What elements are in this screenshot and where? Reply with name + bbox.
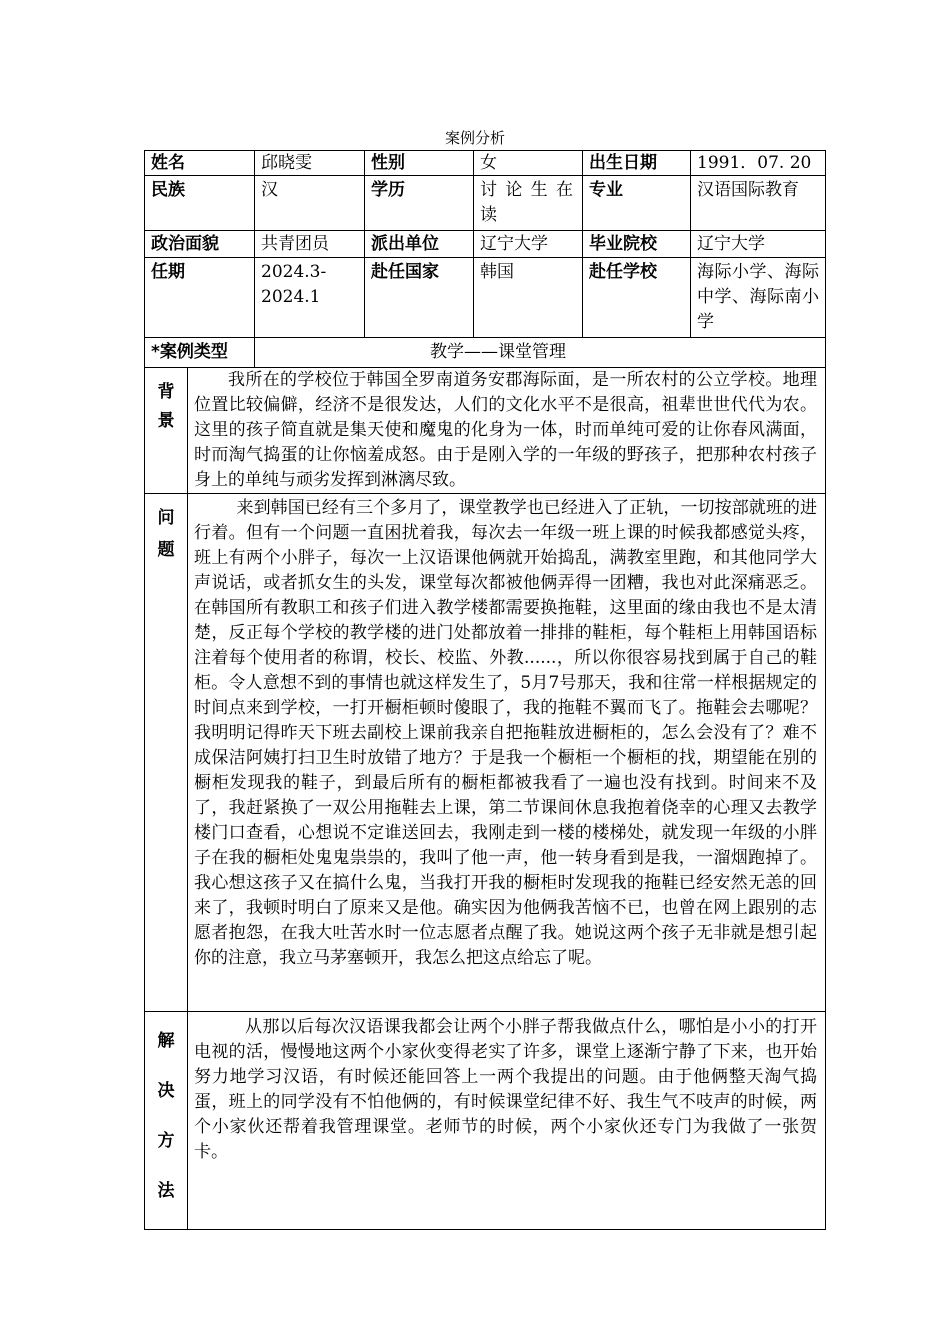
political-label: 政治面貌 <box>145 231 255 258</box>
graduate-label: 毕业院校 <box>583 231 691 258</box>
term-end: 2024.1 <box>261 287 321 307</box>
term-start: 2024.3- <box>261 262 327 282</box>
document-title: 案例分析 <box>444 129 505 147</box>
country-value: 韩国 <box>474 258 583 338</box>
term-value <box>255 258 365 338</box>
problem-label: 问 题 <box>145 494 188 1012</box>
term-label: 任期 <box>145 258 255 338</box>
row-political <box>145 231 826 258</box>
problem-text: 来到韩国已经有三个多月了，课堂教学也已经进入了正轨，一切按部就班的进行着。但有一个问题一直困扰着我，每次去一年级一班上课的时候我都感觉头疼，班上有两个小胖子，每次一上汉语课他俩就开始捣乱，满教室里跑，和其他同学大声说话，或者抓女生的头发，课堂每次都被他俩弄得一团糟，我也对此深痛恶乏。在韩国所有教职工和孩子们进入教学楼都需要换拖鞋，这里面的缘由我也不是太清楚，反正每个学校的教学楼的进门处都放着一排排的鞋柜，每个鞋柜上用韩国语标注着每个使用者的称谓，校长、校监、外教......，所以你很容易找到属于自己的鞋柜。令人意想不到的事情也就这样发生了，5月7号那天，我和往常一样根据规定的时间点来到学校，一打开橱柜顿时傻眼了，我的拖鞋不翼而飞了。拖鞋会去哪呢？我明明记得昨天下班去副校上课前我亲自把拖鞋放进橱柜的，怎么会没有了？难不成保洁阿姨打扫卫生时放错了地方？于是我一个橱柜一个橱柜的找，期望能在别的橱柜发现我的鞋子，到最后所有的橱柜都被我看了一遍也没有找到。时间来不及了，我赶紧换了一双公用拖鞋去上课，第二节课间休息我抱着侥幸的心理又去教学楼门口查看，心想说不定谁送回去，我刚走到一楼的楼梯处，就发现一年级的小胖子在我的橱柜处鬼鬼祟祟的，我叫了他一声，他一转身看到是我，一溜烟跑掉了。我心想这孩子又在搞什么鬼，当我打开我的橱柜时发现我的拖鞋已经安然无恙的回来了，我顿时明白了原来又是他。确实因为他俩我苦恼不已，也曾在网上跟别的志愿者抱怨，在我大吐苦水时一位志愿者点醒了我。她说这两个孩子无非就是想引起你的注意，我立马茅塞顿开，我怎么把这点给忘了呢。 <box>188 494 826 1012</box>
education-value: 讨论生在读 <box>474 176 583 231</box>
case-type-value: 教学——课堂管理 <box>255 338 826 368</box>
dispatch-label: 派出单位 <box>365 231 474 258</box>
ethnicity-label: 民族 <box>145 176 255 231</box>
gender-value: 女 <box>474 151 583 176</box>
row-name <box>145 151 826 176</box>
political-value: 共青团员 <box>255 231 365 258</box>
row-problem <box>145 494 826 1012</box>
ethnicity-value: 汉 <box>255 176 365 231</box>
country-label: 赴任国家 <box>365 258 474 338</box>
row-case-type <box>145 338 826 368</box>
major-label: 专业 <box>583 176 691 231</box>
row-ethnicity <box>145 176 826 231</box>
name-value: 邱晓雯 <box>255 151 365 176</box>
background-label: 背 景 <box>145 368 188 494</box>
major-value: 汉语国际教育 <box>691 176 826 231</box>
row-term <box>145 258 826 338</box>
birth-value: 1991．07. 20 <box>691 151 826 176</box>
row-solution <box>145 1012 826 1230</box>
solution-text: 从那以后每次汉语课我都会让两个小胖子帮我做点什么，哪怕是小小的打开电视的活，慢慢地这两个小家伙变得老实了许多，课堂上逐渐宁静了下来，也开始努力地学习汉语，有时候还能回答上一两个我提出的问题。由于他俩整天淘气捣蛋，班上的同学没有不怕他俩的，有时候课堂纪律不好、我生气不吱声的时候，两个小家伙还帮着我管理课堂。老师节的时候，两个小家伙还专门为我做了一张贺卡。 <box>188 1012 826 1230</box>
education-label: 学历 <box>365 176 474 231</box>
case-table <box>144 150 826 1230</box>
row-background <box>145 368 826 494</box>
case-type-label: *案例类型 <box>145 338 255 368</box>
school-label: 赴任学校 <box>583 258 691 338</box>
gender-label: 性别 <box>365 151 474 176</box>
birth-label: 出生日期 <box>583 151 691 176</box>
dispatch-value: 辽宁大学 <box>474 231 583 258</box>
name-label: 姓名 <box>145 151 255 176</box>
graduate-value: 辽宁大学 <box>691 231 826 258</box>
background-text: 我所在的学校位于韩国全罗南道务安郡海际面，是一所农村的公立学校。地理位置比较偏僻，经济不是很发达，人们的文化水平不是很高，祖辈世世代代为农。这里的孩子简直就是集天使和魔鬼的化身为一体，时而单纯可爱的让你春风满面，时而淘气捣蛋的让你恼羞成怒。由于是刚入学的一年级的野孩子，把那种农村孩子身上的单纯与顽劣发挥到淋漓尽致。 <box>188 368 826 494</box>
solution-label: 解 决 方 法 <box>145 1012 188 1230</box>
school-value: 海际小学、海际中学、海际南小学 <box>691 258 826 338</box>
